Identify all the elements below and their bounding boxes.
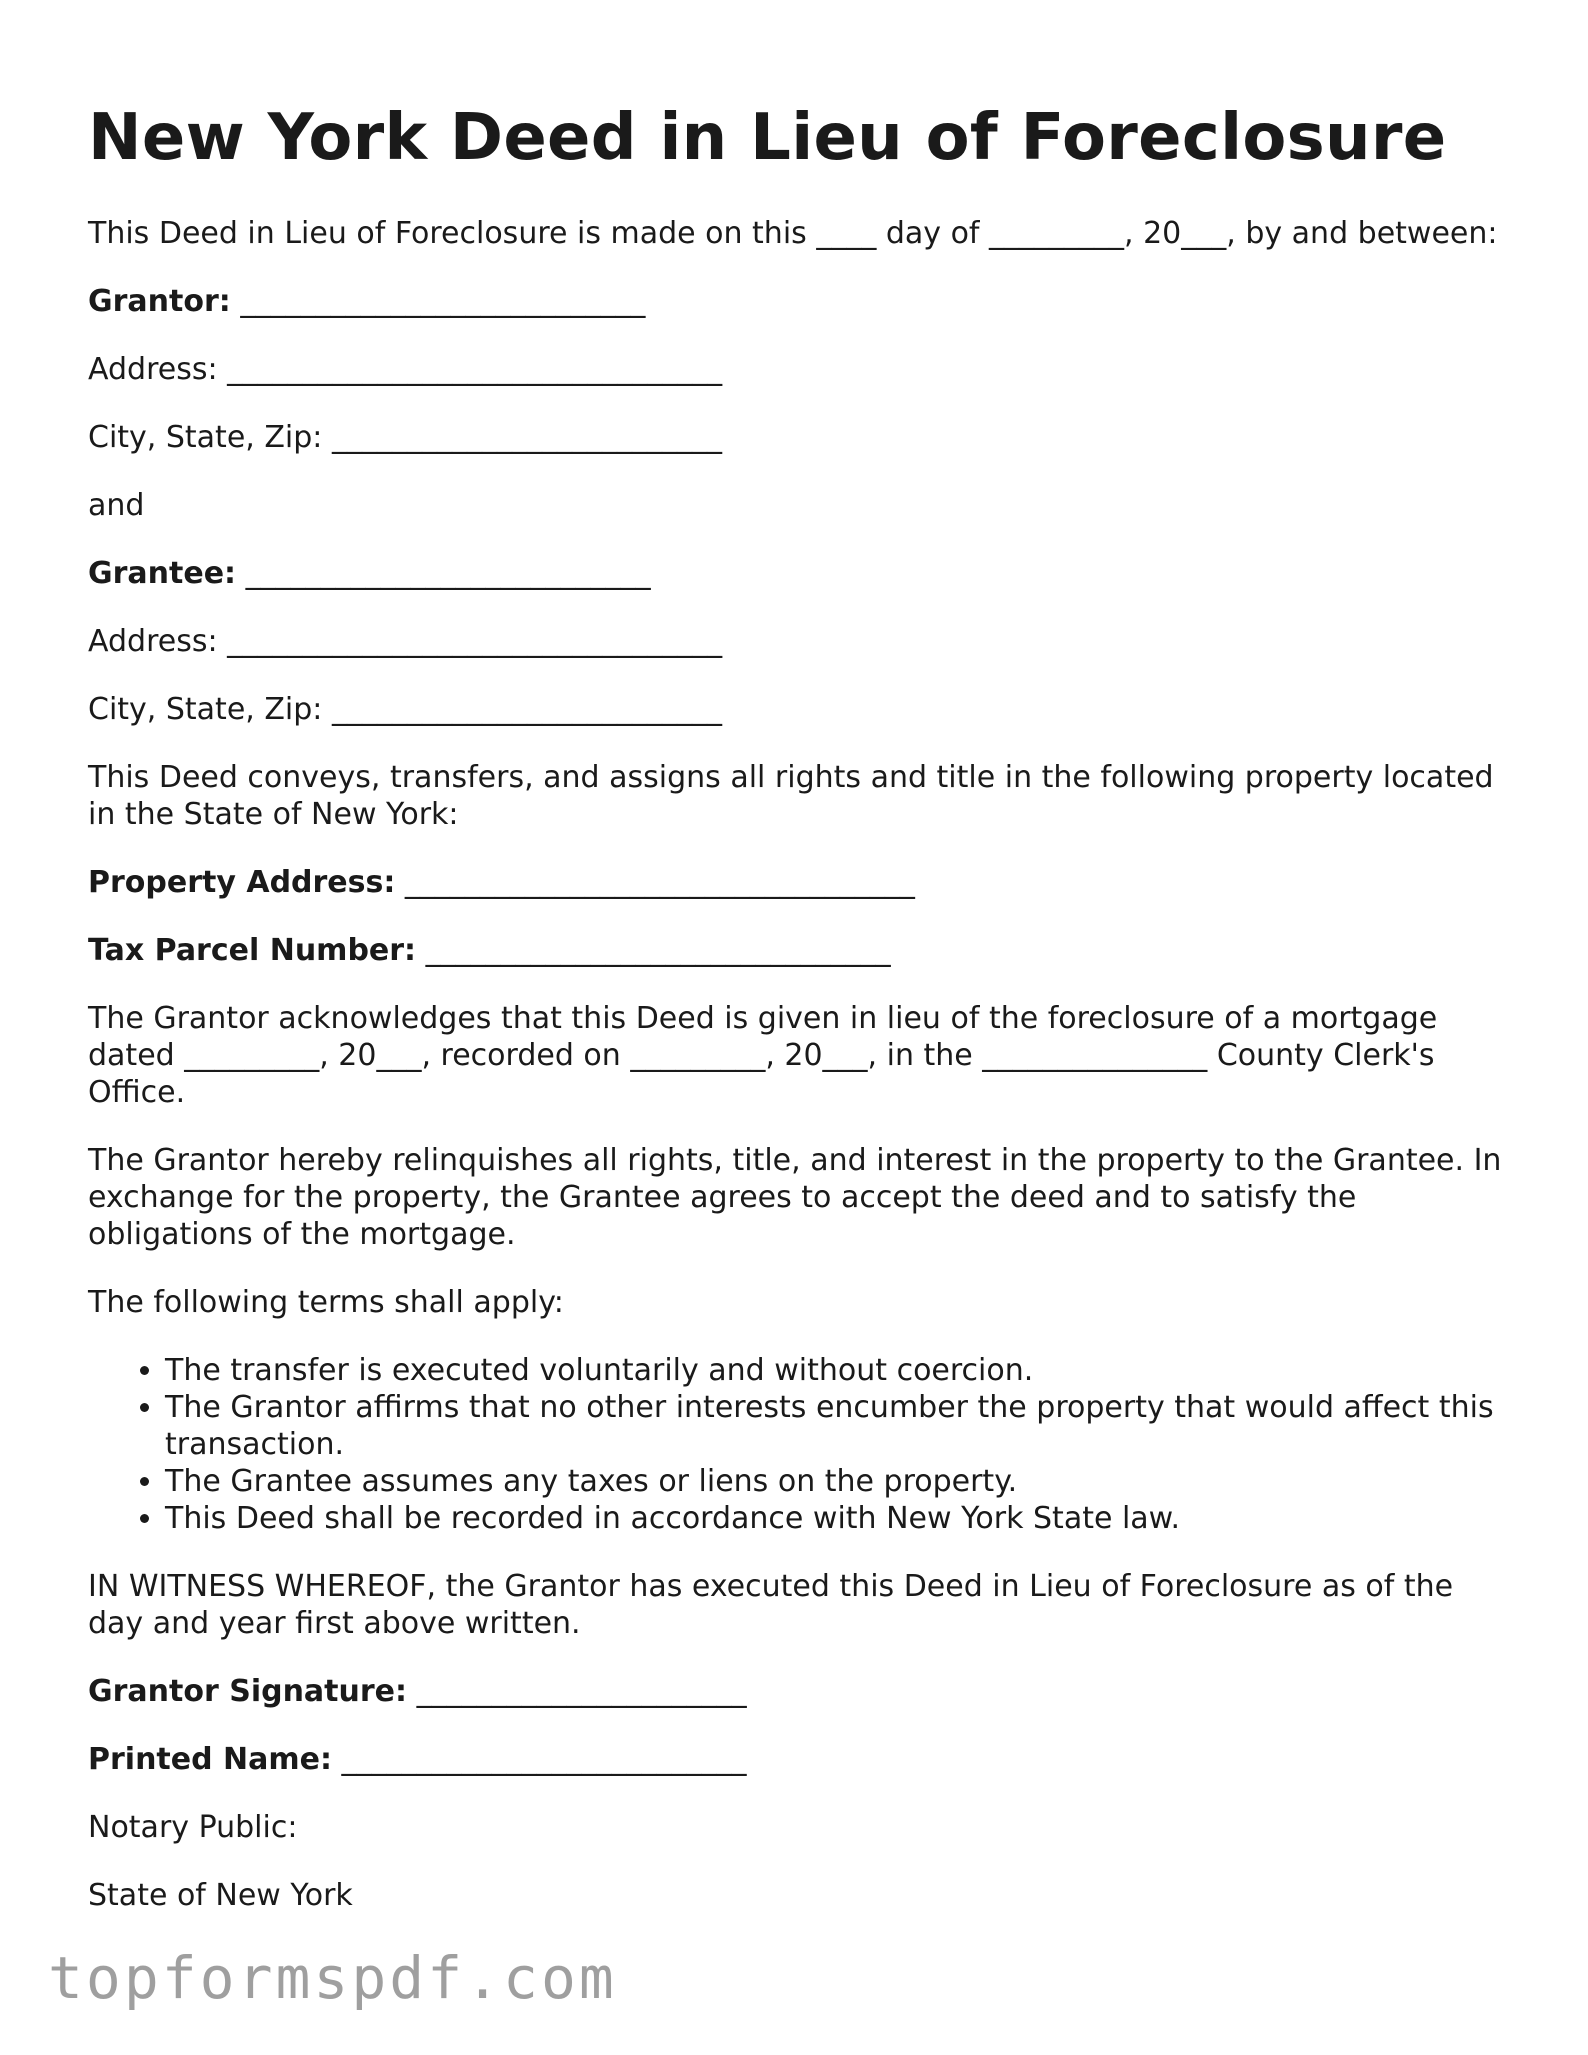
document-title: New York Deed in Lieu of Foreclosure [88, 101, 1447, 175]
intro-paragraph: This Deed in Lieu of Foreclosure is made on this ____ day of _________, 20___, by and between: [88, 215, 1498, 251]
grantee-city-line [88, 691, 1508, 728]
list-item: • This Deed shall be recorded in accordance with New York State law. [165, 1500, 1508, 1537]
grantor-address-line [88, 351, 1508, 388]
tax-parcel-blank: _______________________________ [425, 932, 891, 968]
watermark: topformspdf.com [48, 1944, 617, 2012]
list-item: • The transfer is executed voluntarily and without coercion. [165, 1352, 1508, 1389]
grantor-signature-blank: ______________________ [416, 1673, 747, 1709]
notary-label: Notary Public: [88, 1809, 298, 1845]
printed-name-label: Printed Name: [88, 1741, 332, 1777]
grantor-line [88, 283, 1508, 320]
grantor-address-blank: _________________________________ [227, 351, 723, 387]
acknowledgement-paragraph: The Grantor acknowledges that this Deed is given in lieu of the foreclosure of a mortgage dated _________, 20___, recorded on _________, 20___, in the _______________ County Clerk's Office. [88, 1000, 1438, 1110]
property-address-line [88, 864, 1508, 901]
printed-name-blank: ___________________________ [341, 1741, 747, 1777]
property-address-label: Property Address: [88, 864, 396, 900]
and-text: and [88, 487, 145, 523]
grantor-signature-label: Grantor Signature: [88, 1673, 408, 1709]
grantee-address-label: Address: [88, 623, 218, 659]
grantor-signature-line [88, 1673, 1508, 1710]
witness-paragraph: IN WITNESS WHEREOF, the Grantor has executed this Deed in Lieu of Foreclosure as of the day and year first above written. [88, 1568, 1454, 1641]
list-item: • The Grantor affirms that no other interests encumber the property that would affect this transaction. [165, 1389, 1508, 1463]
relinquish-paragraph: The Grantor hereby relinquishes all rights, title, and interest in the property to the Grantee. In exchange for the property, the Grantee agrees to accept the deed and to satisfy the obligations of the mortgage. [88, 1142, 1502, 1252]
terms-intro: The following terms shall apply: [88, 1284, 564, 1320]
list-item: • The Grantee assumes any taxes or liens on the property. [165, 1463, 1508, 1500]
property-address-blank: __________________________________ [404, 864, 915, 900]
tax-parcel-label: Tax Parcel Number: [88, 932, 417, 968]
grantee-city-blank: __________________________ [331, 691, 722, 727]
grantee-address-blank: _________________________________ [227, 623, 723, 659]
grantor-address-label: Address: [88, 351, 218, 387]
grantor-label: Grantor: [88, 283, 231, 319]
conveys-paragraph: This Deed conveys, transfers, and assigns all rights and title in the following property located in the State of New York: [88, 759, 1494, 832]
grantor-city-label: City, State, Zip: [88, 419, 323, 455]
tax-parcel-line [88, 932, 1508, 969]
grantee-label: Grantee: [88, 555, 237, 591]
state-label: State of New York [88, 1877, 353, 1913]
grantor-city-blank: __________________________ [331, 419, 722, 455]
terms-list [88, 1352, 1508, 1537]
grantee-address-line [88, 623, 1508, 660]
printed-name-line [88, 1741, 1508, 1778]
grantee-line [88, 555, 1508, 592]
grantee-city-label: City, State, Zip: [88, 691, 323, 727]
document-page [88, 100, 1508, 1945]
grantor-blank: ___________________________ [240, 283, 646, 319]
grantor-city-line [88, 419, 1508, 456]
grantee-blank: ___________________________ [245, 555, 651, 591]
